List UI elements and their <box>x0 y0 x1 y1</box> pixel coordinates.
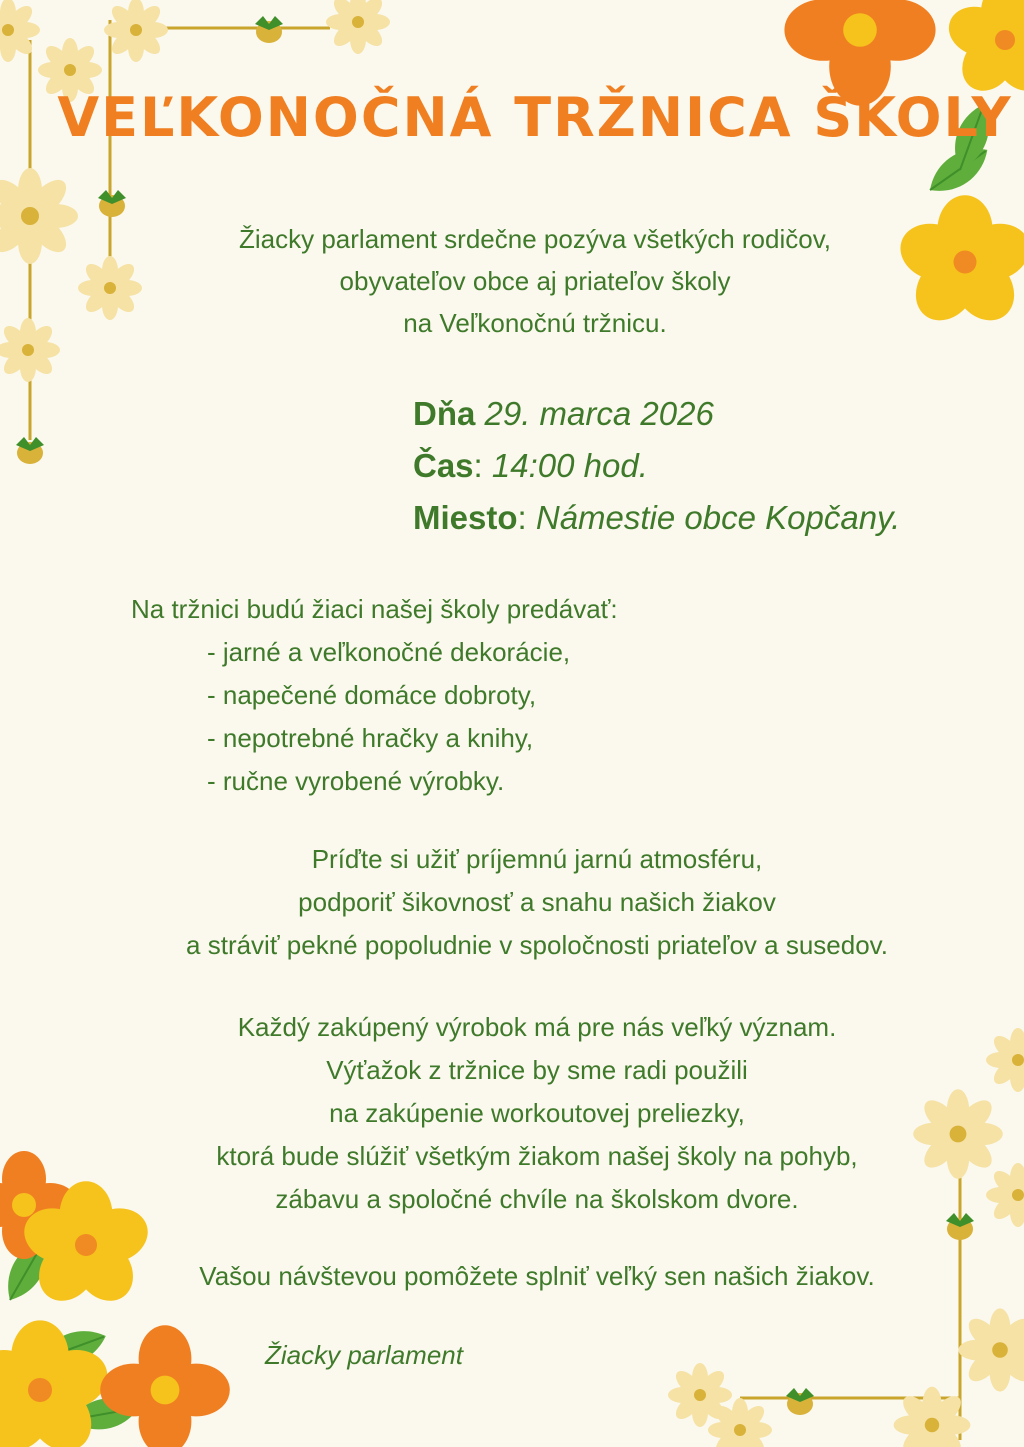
time-label: Čas <box>413 447 474 484</box>
paragraph-line: na zakúpenie workoutovej preliezky, <box>329 1098 745 1128</box>
place-value: Námestie obce Kopčany. <box>535 499 901 536</box>
event-details <box>413 388 900 544</box>
bud-icon <box>98 190 126 217</box>
intro-text <box>0 218 1024 344</box>
list-item: - nepotrebné hračky a knihy, <box>207 723 534 753</box>
purpose-paragraph <box>0 1006 1024 1221</box>
list-item: - ručne vyrobené výrobky. <box>207 766 505 796</box>
closing-line: Vašou návštevou pomôžete splniť veľký sen našich žiakov. <box>199 1261 875 1291</box>
paragraph-line: a stráviť pekné popoludnie v spoločnosti priateľov a susedov. <box>186 930 888 960</box>
bud-icon <box>786 1388 814 1415</box>
sales-list <box>131 588 618 803</box>
date-value: 29. marca 2026 <box>484 395 714 432</box>
poppy-flower-icon <box>100 1325 230 1447</box>
paragraph-line: Príďte si užiť príjemnú jarnú atmosféru, <box>311 844 763 874</box>
daisy-flower-icon <box>104 0 168 62</box>
daisy-flower-icon <box>958 1308 1024 1391</box>
invitation-paragraph <box>0 838 1024 967</box>
list-item: - napečené domáce dobroty, <box>207 680 537 710</box>
sales-lead: Na tržnici budú žiaci našej školy predávať: <box>131 594 618 624</box>
time-row: Čas: 14:00 hod. <box>413 447 648 484</box>
paragraph-line: Výťažok z tržnice by sme radi použili <box>326 1055 748 1085</box>
signature: Žiacky parlament <box>265 1340 463 1370</box>
bud-icon <box>16 437 44 464</box>
daisy-flower-icon <box>326 0 390 54</box>
daisy-flower-icon <box>0 0 40 62</box>
list-item: - jarné a veľkonočné dekorácie, <box>207 637 571 667</box>
paragraph-line: zábavu a spoločné chvíle na školskom dvore. <box>275 1184 799 1214</box>
date-row <box>413 388 900 440</box>
paragraph-line: Každý zakúpený výrobok má pre nás veľký význam. <box>237 1012 837 1042</box>
poster-title: VEĽKONOČNÁ TRŽNICA ŠKOLY <box>57 86 1013 149</box>
intro-line: Žiacky parlament srdečne pozýva všetkých rodičov, <box>239 224 831 254</box>
paragraph-line: podporiť šikovnosť a snahu našich žiakov <box>298 887 776 917</box>
intro-line: na Veľkonočnú tržnicu. <box>403 308 667 338</box>
intro-line: obyvateľov obce aj priateľov školy <box>339 266 731 296</box>
date-label: Dňa <box>413 395 476 432</box>
paragraph-line: ktorá bude slúžiť všetkým žiakom našej školy na pohyb, <box>216 1141 858 1171</box>
place-row: Miesto: Námestie obce Kopčany. <box>413 499 901 536</box>
bud-icon <box>255 16 283 43</box>
place-label: Miesto <box>413 499 518 536</box>
time-value: 14:00 hod. <box>491 447 648 484</box>
